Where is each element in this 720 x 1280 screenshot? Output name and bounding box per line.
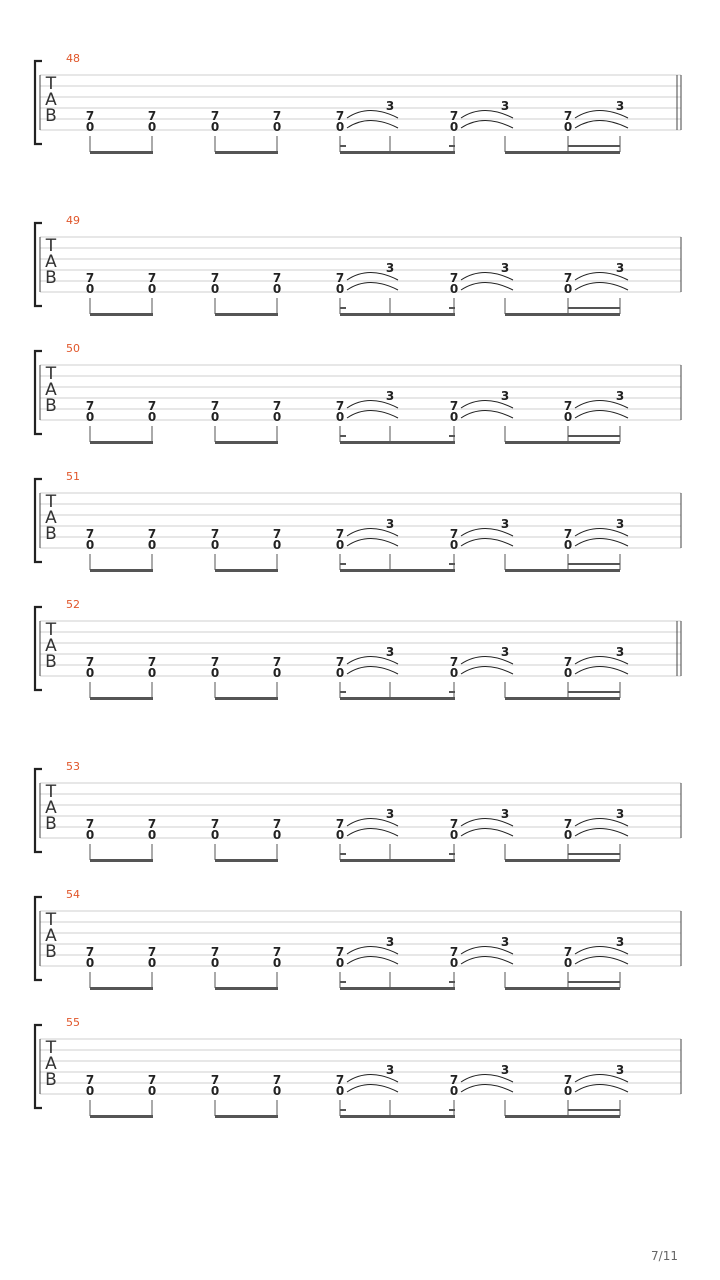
fret-number: 0 (335, 828, 345, 842)
tab-system (35, 52, 681, 154)
beam (90, 151, 153, 154)
beam-stub (449, 145, 455, 147)
fret-number: 0 (210, 410, 220, 424)
fret-number: 0 (210, 538, 220, 552)
fret-number: 7 (272, 271, 282, 285)
tab-clef-letter: A (45, 252, 57, 272)
fret-number: 0 (449, 282, 459, 296)
fret-number: 7 (335, 271, 345, 285)
fret-number: 7 (85, 817, 95, 831)
tab-system (35, 214, 681, 316)
measure-number: 54 (66, 888, 80, 901)
beam-secondary (568, 145, 620, 147)
slide-arc (347, 283, 398, 291)
fret-number: 7 (449, 527, 459, 541)
beam-stub (449, 563, 455, 565)
beam (90, 441, 153, 444)
beam-stub (449, 307, 455, 309)
slide-target-fret: 3 (385, 935, 395, 949)
beam-stub (449, 691, 455, 693)
slide-target-fret: 3 (385, 645, 395, 659)
system-bracket (35, 351, 42, 434)
fret-number: 7 (563, 655, 573, 669)
fret-number: 0 (210, 282, 220, 296)
fret-number: 7 (335, 945, 345, 959)
fret-number: 0 (449, 828, 459, 842)
fret-number: 0 (449, 666, 459, 680)
tab-system (35, 760, 681, 862)
slide-arc (347, 121, 398, 129)
fret-number: 0 (449, 538, 459, 552)
slide-arc (575, 539, 628, 547)
fret-number: 7 (272, 655, 282, 669)
measure-number: 48 (66, 52, 80, 65)
fret-number: 7 (563, 945, 573, 959)
tab-clef-letter: A (45, 636, 57, 656)
fret-number: 7 (210, 527, 220, 541)
tab-clef-letter: B (45, 652, 57, 672)
tab-clef-letter: A (45, 1054, 57, 1074)
beam (215, 1115, 278, 1118)
system-bracket (35, 1025, 42, 1108)
fret-number: 0 (210, 828, 220, 842)
page-number: 7/11 (651, 1249, 678, 1263)
fret-number: 7 (449, 399, 459, 413)
fret-number: 7 (210, 1073, 220, 1087)
tab-clef-letter: B (45, 106, 57, 126)
slide-arc (461, 121, 513, 129)
fret-number: 0 (563, 410, 573, 424)
fret-number: 0 (335, 1084, 345, 1098)
fret-number: 7 (147, 817, 157, 831)
fret-number: 0 (85, 1084, 95, 1098)
fret-number: 7 (449, 1073, 459, 1087)
beam (340, 1115, 455, 1118)
slide-arc (575, 283, 628, 291)
fret-number: 7 (335, 1073, 345, 1087)
beam (340, 859, 455, 862)
slide-target-fret: 3 (500, 935, 510, 949)
tab-clef-letter: B (45, 814, 57, 834)
slide-target-fret: 3 (500, 807, 510, 821)
fret-number: 0 (272, 828, 282, 842)
beam (215, 569, 278, 572)
fret-number: 0 (147, 828, 157, 842)
fret-number: 7 (449, 945, 459, 959)
tab-clef-letter: T (45, 1038, 57, 1058)
fret-number: 0 (563, 956, 573, 970)
fret-number: 7 (147, 945, 157, 959)
fret-number: 7 (335, 817, 345, 831)
fret-number: 0 (147, 120, 157, 134)
fret-number: 7 (147, 399, 157, 413)
slide-arc (347, 539, 398, 547)
tab-system (35, 1016, 681, 1118)
beam-stub (340, 435, 346, 437)
tab-clef-letter: B (45, 1070, 57, 1090)
tab-clef-letter: T (45, 236, 57, 256)
tab-system (35, 598, 681, 700)
beam (340, 441, 455, 444)
measure-number: 51 (66, 470, 80, 483)
fret-number: 0 (147, 956, 157, 970)
slide-target-fret: 3 (500, 1063, 510, 1077)
fret-number: 7 (335, 109, 345, 123)
beam-stub (340, 981, 346, 983)
fret-number: 0 (85, 120, 95, 134)
fret-number: 0 (335, 538, 345, 552)
fret-number: 0 (563, 120, 573, 134)
beam-stub (340, 563, 346, 565)
slide-arc (461, 1085, 513, 1093)
beam (90, 569, 153, 572)
measure-number: 50 (66, 342, 80, 355)
fret-number: 0 (335, 120, 345, 134)
slide-target-fret: 3 (615, 645, 625, 659)
fret-number: 7 (210, 109, 220, 123)
beam (505, 1115, 620, 1118)
fret-number: 0 (272, 120, 282, 134)
beam-stub (340, 145, 346, 147)
beam-stub (340, 853, 346, 855)
tab-clef-letter: A (45, 90, 57, 110)
fret-number: 7 (147, 655, 157, 669)
fret-number: 7 (85, 655, 95, 669)
slide-arc (347, 411, 398, 419)
beam (340, 697, 455, 700)
slide-target-fret: 3 (615, 1063, 625, 1077)
fret-number: 7 (449, 109, 459, 123)
fret-number: 0 (335, 666, 345, 680)
beam-secondary (568, 853, 620, 855)
slide-arc (575, 1085, 628, 1093)
fret-number: 0 (449, 1084, 459, 1098)
beam (90, 859, 153, 862)
slide-target-fret: 3 (500, 99, 510, 113)
fret-number: 7 (335, 399, 345, 413)
fret-number: 7 (85, 109, 95, 123)
slide-target-fret: 3 (615, 935, 625, 949)
slide-target-fret: 3 (500, 645, 510, 659)
beam (505, 313, 620, 316)
beam-secondary (568, 307, 620, 309)
system-bracket (35, 607, 42, 690)
beam (215, 441, 278, 444)
beam-stub (340, 1109, 346, 1111)
fret-number: 0 (147, 538, 157, 552)
beam (215, 859, 278, 862)
fret-number: 0 (85, 666, 95, 680)
fret-number: 0 (147, 666, 157, 680)
fret-number: 0 (210, 120, 220, 134)
beam-secondary (568, 691, 620, 693)
fret-number: 7 (85, 1073, 95, 1087)
beam (90, 697, 153, 700)
fret-number: 7 (147, 527, 157, 541)
system-bracket (35, 223, 42, 306)
fret-number: 7 (210, 945, 220, 959)
fret-number: 0 (449, 410, 459, 424)
fret-number: 0 (272, 410, 282, 424)
beam (505, 987, 620, 990)
tab-system (35, 888, 681, 990)
measure-number: 49 (66, 214, 80, 227)
fret-number: 7 (563, 817, 573, 831)
beam-secondary (568, 1109, 620, 1111)
fret-number: 7 (85, 527, 95, 541)
fret-number: 0 (272, 666, 282, 680)
beam (90, 1115, 153, 1118)
fret-number: 7 (563, 399, 573, 413)
system-bracket (35, 897, 42, 980)
fret-number: 7 (272, 109, 282, 123)
fret-number: 7 (147, 1073, 157, 1087)
fret-number: 7 (85, 271, 95, 285)
tab-clef-letter: B (45, 396, 57, 416)
beam (215, 987, 278, 990)
fret-number: 0 (449, 120, 459, 134)
fret-number: 0 (210, 1084, 220, 1098)
slide-arc (575, 411, 628, 419)
tab-clef-letter: T (45, 620, 57, 640)
beam-stub (340, 691, 346, 693)
fret-number: 0 (85, 282, 95, 296)
slide-arc (461, 667, 513, 675)
fret-number: 7 (210, 655, 220, 669)
fret-number: 0 (563, 828, 573, 842)
fret-number: 0 (335, 410, 345, 424)
beam-stub (449, 435, 455, 437)
slide-arc (461, 283, 513, 291)
slide-target-fret: 3 (385, 807, 395, 821)
fret-number: 7 (449, 817, 459, 831)
slide-arc (575, 957, 628, 965)
slide-arc (575, 829, 628, 837)
fret-number: 0 (272, 956, 282, 970)
fret-number: 7 (210, 817, 220, 831)
beam (340, 987, 455, 990)
fret-number: 7 (272, 1073, 282, 1087)
fret-number: 0 (85, 410, 95, 424)
fret-number: 7 (449, 271, 459, 285)
slide-arc (575, 121, 628, 129)
tab-clef-letter: B (45, 524, 57, 544)
slide-target-fret: 3 (385, 1063, 395, 1077)
beam (90, 987, 153, 990)
fret-number: 0 (335, 956, 345, 970)
fret-number: 7 (210, 271, 220, 285)
fret-number: 7 (272, 945, 282, 959)
slide-target-fret: 3 (615, 517, 625, 531)
slide-target-fret: 3 (500, 261, 510, 275)
tab-clef-letter: A (45, 380, 57, 400)
slide-arc (347, 1085, 398, 1093)
tab-clef-letter: T (45, 364, 57, 384)
slide-target-fret: 3 (615, 99, 625, 113)
fret-number: 0 (210, 666, 220, 680)
system-bracket (35, 769, 42, 852)
tab-clef-letter: B (45, 268, 57, 288)
fret-number: 0 (563, 1084, 573, 1098)
system-bracket (35, 479, 42, 562)
beam (340, 151, 455, 154)
tab-clef-letter: T (45, 74, 57, 94)
fret-number: 0 (272, 538, 282, 552)
beam (215, 151, 278, 154)
tab-system (35, 342, 681, 444)
fret-number: 7 (272, 527, 282, 541)
fret-number: 0 (272, 282, 282, 296)
beam-secondary (568, 981, 620, 983)
slide-arc (575, 667, 628, 675)
beam (340, 569, 455, 572)
beam (340, 313, 455, 316)
tab-system (35, 470, 681, 572)
fret-number: 0 (563, 538, 573, 552)
fret-number: 7 (335, 527, 345, 541)
measure-number: 52 (66, 598, 80, 611)
slide-target-fret: 3 (385, 99, 395, 113)
beam (215, 697, 278, 700)
fret-number: 7 (272, 817, 282, 831)
fret-number: 0 (85, 828, 95, 842)
fret-number: 0 (147, 410, 157, 424)
slide-target-fret: 3 (615, 261, 625, 275)
fret-number: 7 (210, 399, 220, 413)
beam-stub (340, 307, 346, 309)
beam (505, 569, 620, 572)
tab-clef-letter: A (45, 926, 57, 946)
beam (505, 151, 620, 154)
fret-number: 0 (85, 956, 95, 970)
fret-number: 0 (449, 956, 459, 970)
fret-number: 0 (563, 666, 573, 680)
fret-number: 0 (147, 282, 157, 296)
slide-target-fret: 3 (385, 517, 395, 531)
tab-clef-letter: A (45, 798, 57, 818)
fret-number: 0 (147, 1084, 157, 1098)
system-bracket (35, 61, 42, 144)
fret-number: 7 (335, 655, 345, 669)
slide-arc (461, 829, 513, 837)
fret-number: 7 (147, 109, 157, 123)
tab-clef-letter: A (45, 508, 57, 528)
fret-number: 7 (563, 527, 573, 541)
beam-stub (449, 853, 455, 855)
tab-clef-letter: T (45, 910, 57, 930)
fret-number: 7 (449, 655, 459, 669)
beam (505, 859, 620, 862)
tab-clef-letter: B (45, 942, 57, 962)
fret-number: 7 (563, 109, 573, 123)
measure-number: 53 (66, 760, 80, 773)
fret-number: 7 (563, 1073, 573, 1087)
slide-target-fret: 3 (615, 807, 625, 821)
beam (215, 313, 278, 316)
slide-arc (461, 539, 513, 547)
slide-target-fret: 3 (500, 389, 510, 403)
fret-number: 0 (272, 1084, 282, 1098)
fret-number: 7 (85, 945, 95, 959)
tab-clef-letter: T (45, 492, 57, 512)
slide-arc (347, 667, 398, 675)
fret-number: 7 (85, 399, 95, 413)
fret-number: 7 (147, 271, 157, 285)
measure-number: 55 (66, 1016, 80, 1029)
beam (505, 441, 620, 444)
slide-target-fret: 3 (615, 389, 625, 403)
tab-clef-letter: T (45, 782, 57, 802)
fret-number: 0 (335, 282, 345, 296)
fret-number: 0 (563, 282, 573, 296)
slide-arc (347, 829, 398, 837)
slide-target-fret: 3 (500, 517, 510, 531)
fret-number: 7 (272, 399, 282, 413)
beam-stub (449, 981, 455, 983)
fret-number: 0 (210, 956, 220, 970)
beam-secondary (568, 435, 620, 437)
beam-secondary (568, 563, 620, 565)
beam-stub (449, 1109, 455, 1111)
slide-arc (461, 957, 513, 965)
beam (505, 697, 620, 700)
fret-number: 7 (563, 271, 573, 285)
slide-arc (461, 411, 513, 419)
fret-number: 0 (85, 538, 95, 552)
slide-target-fret: 3 (385, 261, 395, 275)
slide-arc (347, 957, 398, 965)
slide-target-fret: 3 (385, 389, 395, 403)
beam (90, 313, 153, 316)
